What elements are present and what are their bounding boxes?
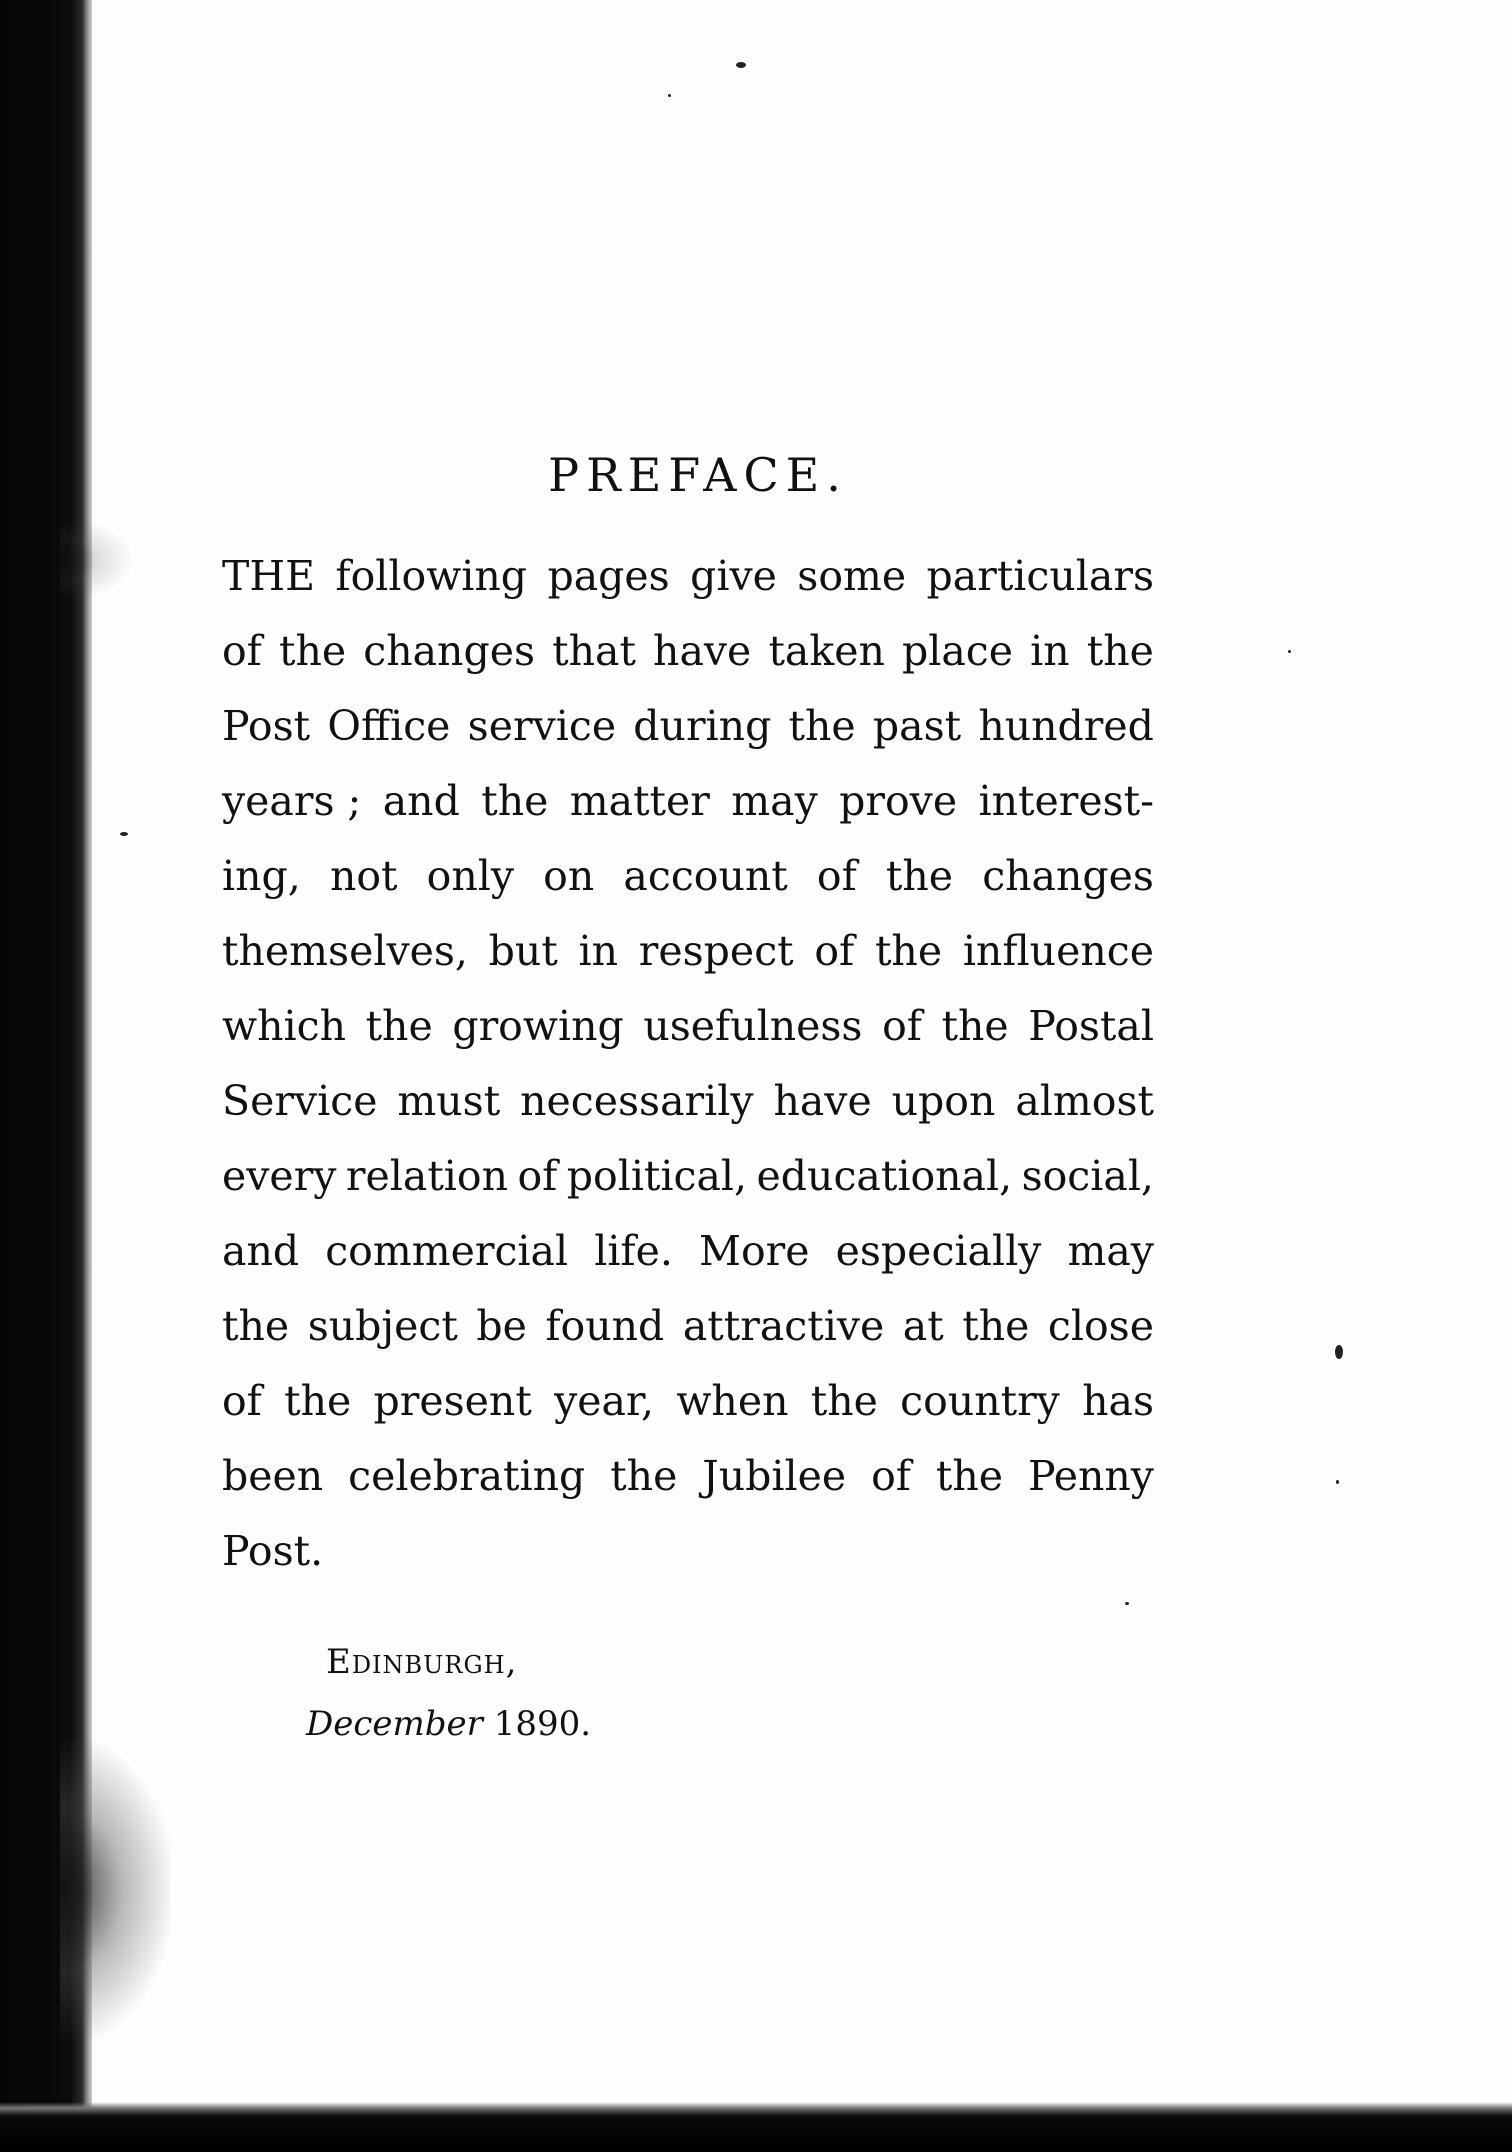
paragraph-word: have	[653, 627, 752, 675]
paragraph-word: Jubilee	[702, 1452, 847, 1500]
paragraph-word: past	[872, 702, 962, 750]
paragraph-word: themselves,	[222, 927, 468, 975]
paragraph-word: during	[633, 702, 772, 750]
paragraph-line	[222, 764, 1154, 839]
paragraph-word: attractive	[682, 1302, 885, 1350]
paragraph-word: on	[543, 852, 595, 900]
paragraph-word: may	[1067, 1227, 1154, 1275]
scan-smudge	[60, 520, 130, 600]
paragraph-word: the	[1086, 627, 1154, 675]
paragraph-word: of	[882, 1002, 922, 1050]
paragraph-word: of	[814, 927, 855, 975]
paragraph-line	[222, 914, 1154, 989]
paragraph-word: not	[329, 852, 398, 900]
paragraph-word: been	[222, 1452, 324, 1500]
paragraph-word: country	[900, 1377, 1060, 1425]
paragraph-line	[222, 1214, 1154, 1289]
scan-speck	[736, 62, 746, 68]
scan-speck	[120, 832, 128, 836]
paragraph-line	[222, 1289, 1154, 1364]
paragraph-line	[222, 1064, 1154, 1139]
paragraph-word: interest-	[978, 777, 1154, 825]
paragraph-word: THE	[222, 552, 316, 600]
paragraph-word: may	[731, 777, 818, 825]
scan-speck	[1336, 1480, 1339, 1484]
paragraph-word: almost	[1015, 1077, 1154, 1125]
paragraph-word: and	[382, 777, 460, 825]
paragraph-word: the	[222, 1302, 290, 1350]
paragraph-word: years ;	[222, 777, 362, 825]
paragraph-word: educational,	[756, 1152, 1013, 1200]
paragraph-word: Post	[222, 702, 311, 750]
paragraph-word: present	[373, 1377, 532, 1425]
paragraph-word: relation	[345, 1152, 509, 1200]
paragraph-word: found	[545, 1302, 665, 1350]
paragraph-word: usefulness	[643, 1002, 863, 1050]
paragraph-word: political,	[566, 1152, 748, 1200]
paragraph-word: social,	[1021, 1152, 1154, 1200]
paragraph-word: taken	[768, 627, 885, 675]
signature-month: December	[306, 1704, 483, 1744]
paragraph-word: growing	[452, 1002, 624, 1050]
paragraph-word: service	[467, 702, 617, 750]
preface-content	[222, 420, 1154, 1755]
paragraph-word: Office	[327, 702, 451, 750]
paragraph-line	[222, 1139, 1154, 1214]
paragraph-word: celebrating	[348, 1452, 586, 1500]
paragraph-word: subject	[307, 1302, 458, 1350]
paragraph-word: the	[810, 1377, 878, 1425]
paragraph-word: the	[610, 1452, 678, 1500]
paragraph-word: the	[874, 927, 943, 975]
page-title: PREFACE.	[548, 448, 848, 502]
paragraph-line	[222, 839, 1154, 914]
paragraph-word: that	[552, 627, 636, 675]
paragraph-word: Postal	[1028, 1002, 1154, 1050]
paragraph-line	[222, 539, 1154, 614]
paragraph-word: respect	[638, 927, 794, 975]
paragraph-word: pages	[547, 552, 670, 600]
paragraph-word: place	[901, 627, 1014, 675]
paragraph-word: ing,	[222, 852, 301, 900]
paragraph-word: More	[699, 1227, 810, 1275]
paragraph-word: but	[488, 927, 558, 975]
paragraph-word: in	[578, 927, 619, 975]
paragraph-word: has	[1082, 1377, 1154, 1425]
paragraph-word: every	[222, 1152, 337, 1200]
paragraph-word: hundred	[978, 702, 1154, 750]
paragraph-word: of	[871, 1452, 911, 1500]
paragraph-word: at	[902, 1302, 944, 1350]
scan-speck	[1335, 1345, 1343, 1359]
paragraph-word: the	[278, 627, 347, 675]
paragraph-word: be	[476, 1302, 527, 1350]
paragraph-word: influence	[962, 927, 1154, 975]
preface-paragraph	[222, 539, 1154, 1589]
paragraph-word: particulars	[926, 552, 1154, 600]
signature-block	[222, 1631, 1154, 1755]
paragraph-word: life.	[594, 1227, 673, 1275]
paragraph-word: have	[773, 1077, 872, 1125]
paragraph-word: commercial	[325, 1227, 569, 1275]
paragraph-word: the	[284, 1377, 352, 1425]
paragraph-line	[222, 1364, 1154, 1439]
scan-smudge	[60, 1740, 170, 2040]
paragraph-word: especially	[835, 1227, 1042, 1275]
paragraph-word: in	[1030, 627, 1070, 675]
paragraph-word: give	[690, 552, 777, 600]
paragraph-word: necessarily	[520, 1077, 754, 1125]
paragraph-word: which	[222, 1002, 346, 1050]
paragraph-word: upon	[891, 1077, 996, 1125]
signature-date	[222, 1693, 1154, 1755]
paragraph-word: Service	[222, 1077, 378, 1125]
paragraph-word: prove	[839, 777, 958, 825]
paragraph-word: some	[797, 552, 907, 600]
paragraph-word: of	[816, 852, 857, 900]
paragraph-word: of	[222, 1377, 262, 1425]
paragraph-line	[222, 989, 1154, 1064]
paragraph-word: must	[397, 1077, 501, 1125]
paragraph-line	[222, 1514, 1154, 1589]
paragraph-word: the	[962, 1302, 1030, 1350]
paragraph-word: the	[365, 1002, 433, 1050]
paragraph-word: the	[941, 1002, 1009, 1050]
paragraph-word: of	[222, 627, 262, 675]
paragraph-word: the	[788, 702, 856, 750]
paragraph-word: the	[885, 852, 954, 900]
paragraph-word: changes	[363, 627, 536, 675]
scan-speck	[668, 94, 671, 97]
paragraph-word: and	[222, 1227, 300, 1275]
paragraph-line	[222, 1439, 1154, 1514]
paragraph-word: following	[335, 552, 528, 600]
paragraph-word: the	[935, 1452, 1004, 1500]
paragraph-word: of	[517, 1152, 558, 1200]
signature-year: 1890.	[493, 1704, 592, 1744]
paragraph-word: Penny	[1027, 1452, 1154, 1500]
paragraph-word: changes	[982, 852, 1154, 900]
signature-place: Edinburgh,	[326, 1642, 518, 1682]
paragraph-word: matter	[569, 777, 710, 825]
paragraph-line	[222, 614, 1154, 689]
scan-shadow-bottom	[0, 2102, 1512, 2152]
paragraph-word: only	[426, 852, 515, 900]
paragraph-word: the	[481, 777, 549, 825]
paragraph-word: when	[676, 1377, 789, 1425]
paragraph-word: year,	[554, 1377, 655, 1425]
paragraph-word: Post.	[222, 1527, 324, 1575]
paragraph-word: account	[623, 852, 788, 900]
paragraph-line	[222, 689, 1154, 764]
paragraph-word: close	[1047, 1302, 1154, 1350]
scan-speck	[1288, 650, 1291, 653]
